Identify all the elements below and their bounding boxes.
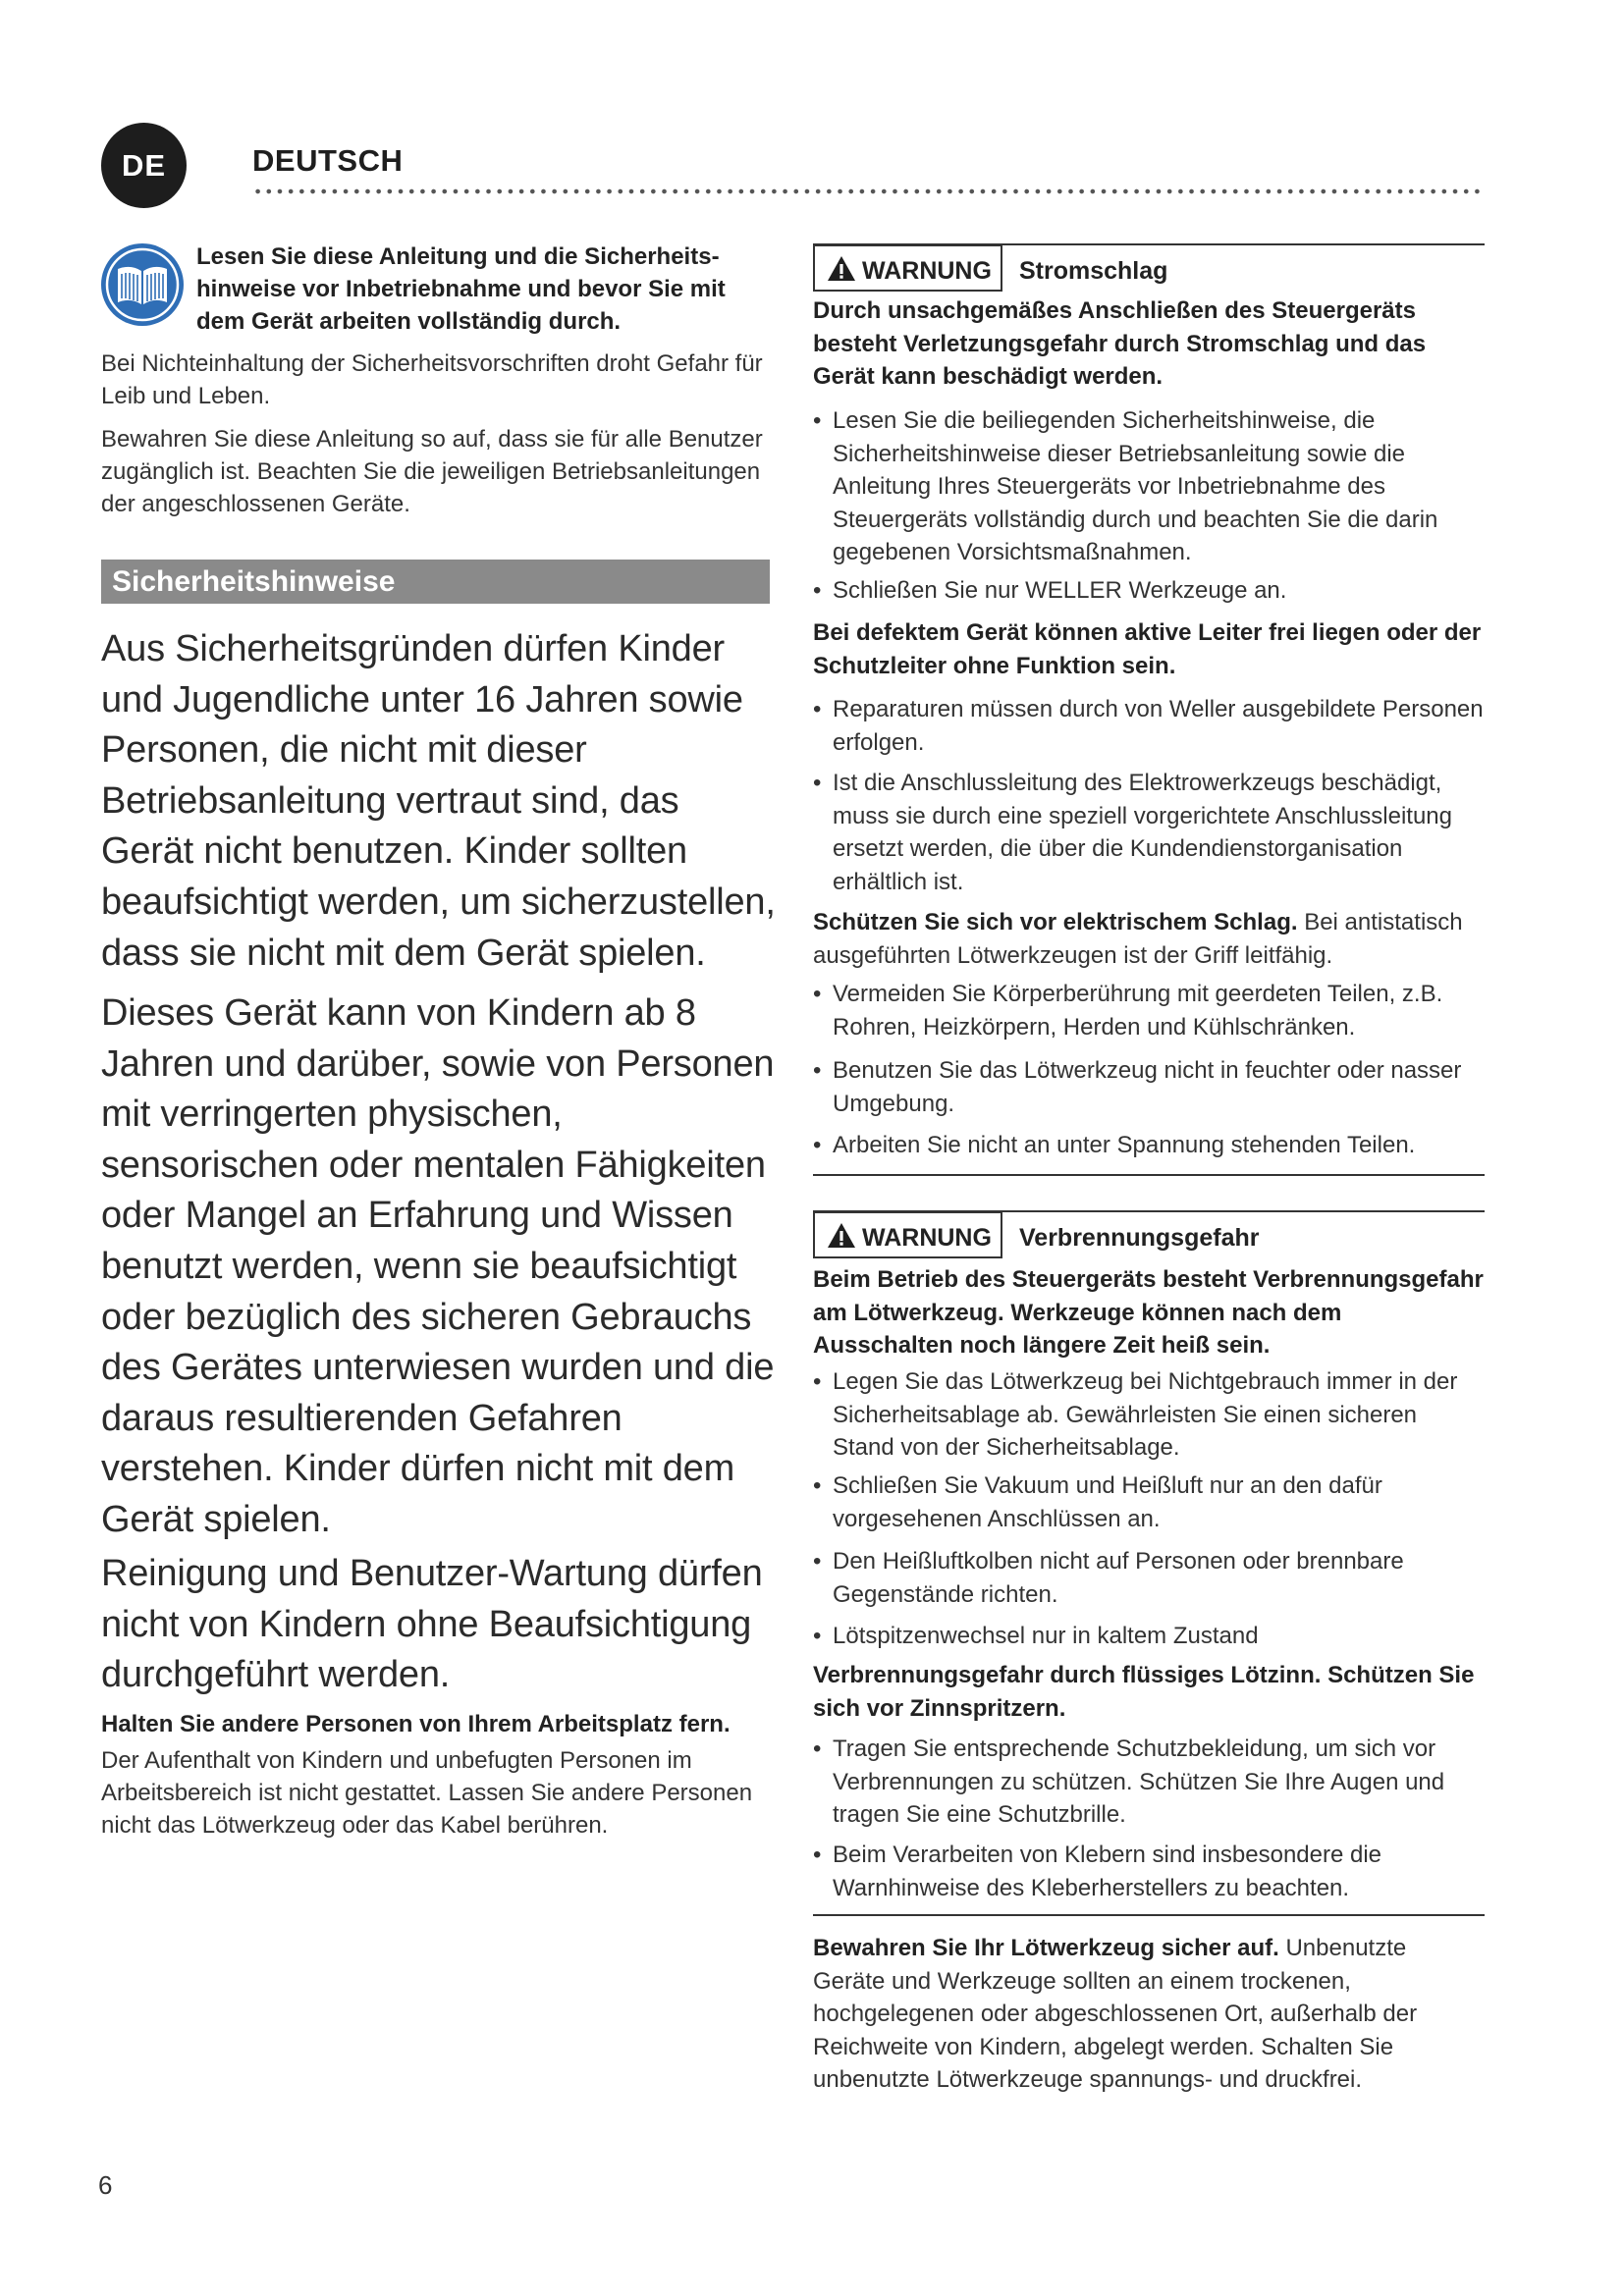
- reduced-abilities-paragraph: Dieses Gerät kann von Kindern ab 8 Jahren und darüber, sowie von Personen mit verringerten physischen, sensorischen oder mentalen Fähigkeiten oder Mangel an Erfahrung und Wissen benutzt werden, wenn sie beaufsichtigt oder bezüglich des sicheren Gebrauchs des Gerätes unterwiesen wurden und die daraus resultierenden Gefahren verstehen. Kinder dürfen nicht mit dem Gerät spielen.: [101, 992, 775, 1540]
- children-safety-paragraph: Aus Sicherheitsgründen dürfen Kinder und Jugendliche unter 16 Jahren sowie Personen, die nicht mit dieser Betriebsanleitung vertraut sind, das Gerät nicht benutzen. Kinder sollten beaufsichtigt werden, um sicherzustellen, dass sie nicht mit dem Gerät spielen.: [101, 628, 776, 974]
- keep-away-paragraph: Der Aufenthalt von Kindern und unbefugten Personen im Arbeitsbereich ist nicht gestattet. Lassen Sie andere Personen nicht das Lötwerkzeug oder das Kabel berühren.: [101, 1747, 753, 1839]
- language-title: DEUTSCH: [252, 143, 404, 178]
- keep-manual-paragraph: Bewahren Sie diese Anleitung so auf, dass sie für alle Benutzer zugänglich ist. Beachten Sie die jeweiligen Betriebsanleitungen der angeschlossenen Geräte.: [101, 426, 763, 517]
- cleaning-paragraph: Reinigung und Benutzer-Wartung dürfen nicht von Kindern ohne Beaufsichtigung durchgeführt werden.: [101, 1553, 763, 1696]
- warning-title: Verbrennungsgefahr: [1019, 1224, 1260, 1252]
- list-item: • Legen Sie das Lötwerkzeug bei Nichtgebrauch immer in der Sicherheitsablage ab. Gewährleisten Sie einen sicheren Stand von der Sicherheitsablage.: [813, 1368, 1458, 1461]
- list-item: • Reparaturen müssen durch von Weller ausgebildete Personen erfolgen.: [813, 696, 1484, 756]
- list-item: • Lötspitzenwechsel nur in kaltem Zustand: [813, 1623, 1259, 1649]
- list-item: • Benutzen Sie das Lötwerkzeug nicht in feuchter oder nasser Umgebung.: [813, 1057, 1462, 1117]
- section-title: Sicherheitshinweise: [112, 565, 396, 598]
- intro-instruction: Lesen Sie diese Anleitung und die Sicherheitshinweise vor Inbetriebnahme und bevor Sie mit dem Gerät arbeiten vollständig durch.: [196, 243, 726, 335]
- page-number: 6: [98, 2170, 113, 2200]
- warning-lead: Durch unsachgemäßes Anschließen des Steuergeräts besteht Verletzungsgefahr durch Stromschlag und das Gerät kann beschädigt werden.: [813, 297, 1427, 390]
- warning-triangle-icon: [827, 1222, 856, 1249]
- dotted-divider: [252, 187, 1484, 195]
- list-item: • Ist die Anschlussleitung des Elektrowerkzeugs beschädigt, muss sie durch eine speziell vorgerichtete Anschlussleitung ersetzt werden, die über die Kundendienstorganisation erhältlich ist.: [813, 770, 1452, 895]
- warning-label-box: [813, 244, 1002, 292]
- list-item: • Den Heißluftkolben nicht auf Personen oder brennbare Gegenstände richten.: [813, 1548, 1404, 1608]
- list-item: • Arbeiten Sie nicht an unter Spannung stehenden Teilen.: [813, 1132, 1416, 1158]
- warning-lead: Beim Betrieb des Steuergeräts besteht Verbrennungsgefahr am Lötwerkzeug. Werkzeuge können nach dem Ausschalten noch längere Zeit heiß sein.: [813, 1266, 1484, 1359]
- language-badge: DE: [101, 123, 187, 208]
- list-item: • Lesen Sie die beiliegenden Sicherheitshinweise, die Sicherheitshinweise dieser Betriebsanleitung sowie die Anleitung Ihres Steuergeräts vor Inbetriebnahme des Steuergeräts vollständig durch und beachten Sie die darin gegebenen Vorsichtsmaßnahmen.: [813, 407, 1438, 565]
- keep-away-heading: Halten Sie andere Personen von Ihrem Arbeitsplatz fern.: [101, 1711, 731, 1737]
- warning-label-box: [813, 1211, 1002, 1258]
- danger-paragraph: Bei Nichteinhaltung der Sicherheitsvorschriften droht Gefahr für Leib und Leben.: [101, 350, 763, 409]
- warning-triangle-icon: [827, 255, 856, 282]
- tin-heading: Verbrennungsgefahr durch flüssiges Lötzinn. Schützen Sie sich vor Zinnspritzern.: [813, 1662, 1475, 1722]
- list-item: • Beim Verarbeiten von Klebern sind insbesondere die Warnhinweise des Kleberherstellers zu beachten.: [813, 1842, 1382, 1901]
- warning-title: Stromschlag: [1019, 257, 1168, 285]
- protect-paragraph: Schützen Sie sich vor elektrischem Schlag. Bei antistatisch ausgeführten Lötwerkzeugen ist der Griff leitfähig.: [813, 909, 1463, 969]
- storage-paragraph: Bewahren Sie Ihr Lötwerkzeug sicher auf. Unbenutzte Geräte und Werkzeuge sollten an einem trockenen, hochgelegenen oder abgeschlossenen Ort, außerhalb der Reichweite von Kindern, abgelegt werden. Schalten Sie unbenutzte Lötwerkzeuge spannungs- und druckfrei.: [813, 1935, 1418, 2093]
- list-item: • Schließen Sie Vakuum und Heißluft nur an den dafür vorgesehenen Anschlüssen an.: [813, 1472, 1382, 1532]
- warning-bottom-rule: [813, 1174, 1485, 1176]
- warning-label: WARNUNG: [862, 1223, 992, 1252]
- warning-bottom-rule: [813, 1914, 1485, 1916]
- warning-label: WARNUNG: [862, 256, 992, 285]
- defect-heading: Bei defektem Gerät können aktive Leiter frei liegen oder der Schutzleiter ohne Funktion sein.: [813, 619, 1482, 679]
- list-item: • Tragen Sie entsprechende Schutzbekleidung, um sich vor Verbrennungen zu schützen. Schützen Sie Ihre Augen und tragen Sie eine Schutzbrille.: [813, 1735, 1445, 1828]
- list-item: • Vermeiden Sie Körperberührung mit geerdeten Teilen, z.B. Rohren, Heizkörpern, Herden und Kühlschränken.: [813, 981, 1443, 1041]
- manual-book-icon: [99, 241, 186, 328]
- list-item: • Schließen Sie nur WELLER Werkzeuge an.: [813, 577, 1287, 604]
